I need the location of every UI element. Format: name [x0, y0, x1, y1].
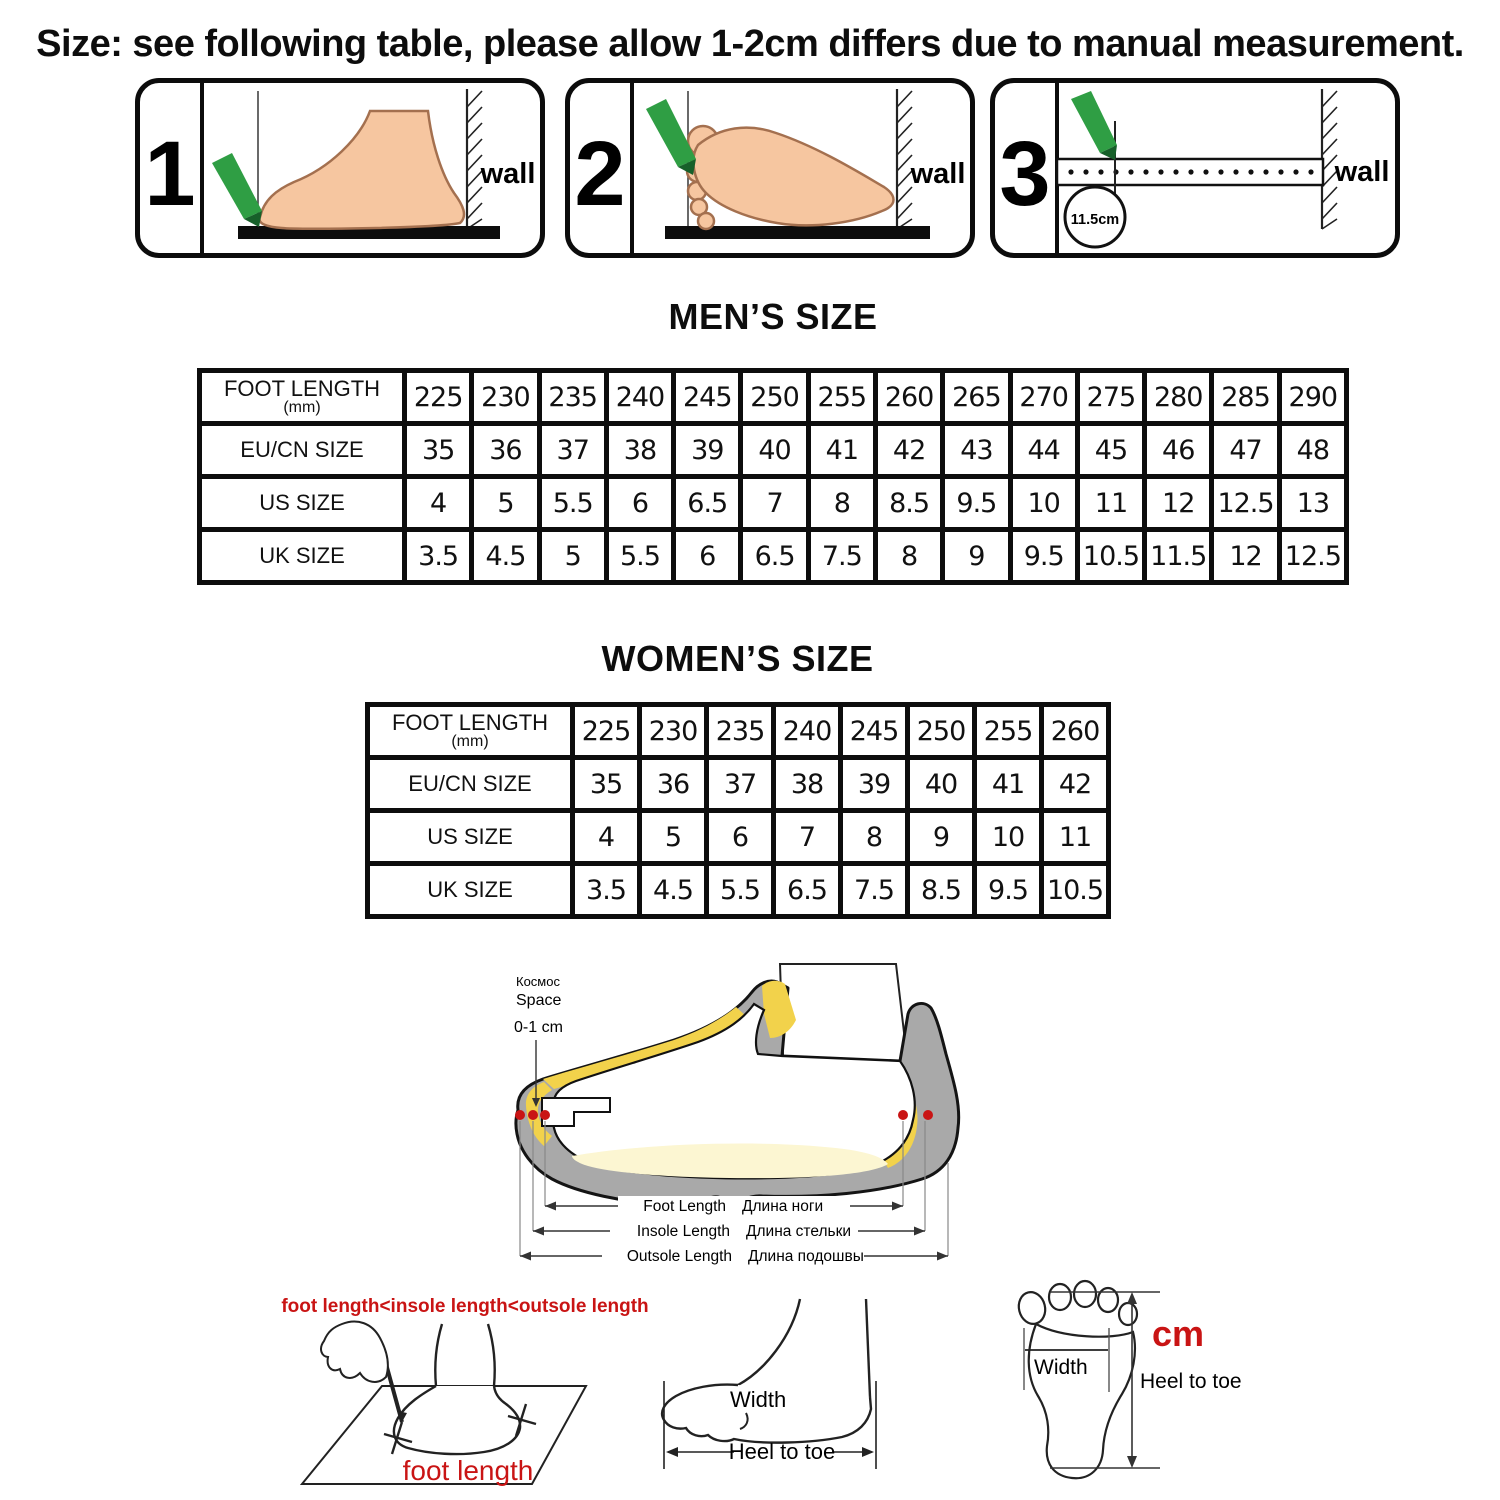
- size-cell: 45: [1077, 424, 1144, 477]
- table-row: [368, 811, 1109, 864]
- size-cell: 7: [774, 811, 841, 864]
- size-cell: 250: [741, 371, 808, 424]
- size-cell: 5.5: [606, 530, 673, 583]
- arrowhead: [666, 1447, 678, 1457]
- size-cell: 6: [674, 530, 741, 583]
- row-label: UK SIZE: [368, 864, 573, 917]
- heel-to-toe-label: Heel to toe: [728, 1439, 836, 1464]
- leg-line: [866, 1299, 870, 1397]
- size-cell: 4.5: [472, 530, 539, 583]
- svg-text:Длина ноги: Длина ноги: [742, 1198, 824, 1215]
- size-cell: 37: [539, 424, 606, 477]
- size-cell: 12: [1145, 477, 1212, 530]
- size-cell: 3.5: [573, 864, 640, 917]
- size-cell: 39: [841, 758, 908, 811]
- size-cell: 6: [606, 477, 673, 530]
- size-cell: 12: [1212, 530, 1279, 583]
- size-cell: 245: [674, 371, 741, 424]
- size-cell: 6.5: [741, 530, 808, 583]
- foot-length-caption: foot length: [402, 1455, 534, 1486]
- step-number: 2: [574, 123, 626, 225]
- size-cell: 8.5: [875, 477, 942, 530]
- womens-size-title: WOMEN’S SIZE: [601, 638, 874, 679]
- size-cell: 8: [808, 477, 875, 530]
- leg-line: [488, 1324, 495, 1386]
- foot-tracing-diagram: [280, 1292, 650, 1500]
- size-cell: 8.5: [908, 864, 975, 917]
- size-cell: 39: [674, 424, 741, 477]
- size-cell: 260: [1042, 705, 1109, 758]
- arrowhead: [1127, 1456, 1137, 1468]
- measure-step-2-panel: [565, 78, 975, 258]
- table-row: [368, 864, 1109, 917]
- size-cell: 38: [606, 424, 673, 477]
- svg-text:Длина подошвы: Длина подошвы: [748, 1248, 864, 1265]
- size-cell: 35: [405, 424, 472, 477]
- size-cell: 4: [573, 811, 640, 864]
- size-cell: 37: [707, 758, 774, 811]
- size-cell: 3.5: [405, 530, 472, 583]
- footprint-measure-diagram: [992, 1278, 1327, 1500]
- dimension-outsole-length: [520, 1246, 948, 1265]
- size-cell: 40: [741, 424, 808, 477]
- step-number: 3: [999, 123, 1051, 225]
- row-label: UK SIZE: [200, 530, 405, 583]
- row-label: FOOT LENGTH (mm): [200, 371, 405, 424]
- size-cell: 10: [975, 811, 1042, 864]
- svg-text:Insole Length: Insole Length: [636, 1223, 730, 1240]
- size-cell: 5.5: [539, 477, 606, 530]
- size-cell: 225: [405, 371, 472, 424]
- size-cell: 7.5: [808, 530, 875, 583]
- size-cell: 250: [908, 705, 975, 758]
- row-label: FOOT LENGTH (mm): [368, 705, 573, 758]
- size-cell: 8: [841, 811, 908, 864]
- size-cell: 41: [975, 758, 1042, 811]
- foot-side-illustration: [260, 111, 465, 229]
- leg-line: [435, 1324, 442, 1386]
- size-cell: 11.5: [1145, 530, 1212, 583]
- womens-size-table: [365, 702, 1111, 919]
- size-cell: 235: [539, 371, 606, 424]
- width-label: Width: [1034, 1356, 1088, 1379]
- size-cell: 11: [1042, 811, 1109, 864]
- size-cell: 42: [875, 424, 942, 477]
- shoe-cross-section-diagram: [480, 958, 1000, 1290]
- row-label: EU/CN SIZE: [200, 424, 405, 477]
- size-cell: 4.5: [640, 864, 707, 917]
- size-cell: 255: [808, 371, 875, 424]
- row-label: US SIZE: [200, 477, 405, 530]
- size-cell: 6.5: [774, 864, 841, 917]
- size-cell: 35: [573, 758, 640, 811]
- space-label-ru: Космос: [516, 974, 560, 989]
- svg-text:Outsole Length: Outsole Length: [626, 1248, 732, 1265]
- size-cell: 5: [640, 811, 707, 864]
- measure-step-3-panel: [990, 78, 1400, 258]
- size-cell: 290: [1279, 371, 1346, 424]
- size-cell: 265: [943, 371, 1010, 424]
- size-cell: 5: [539, 530, 606, 583]
- size-cell: 48: [1279, 424, 1346, 477]
- mens-size-title: MEN’S SIZE: [668, 296, 878, 337]
- size-cell: 285: [1212, 371, 1279, 424]
- size-cell: 240: [606, 371, 673, 424]
- green-marker-icon: [1071, 91, 1117, 153]
- size-cell: 36: [472, 424, 539, 477]
- size-cell: 44: [1010, 424, 1077, 477]
- arrowhead: [862, 1447, 874, 1457]
- width-label: Width: [730, 1387, 787, 1412]
- table-row: [200, 424, 1347, 477]
- size-cell: 47: [1212, 424, 1279, 477]
- size-cell: 260: [875, 371, 942, 424]
- size-cell: 235: [707, 705, 774, 758]
- size-cell: 12.5: [1279, 530, 1346, 583]
- measure-step-1-panel: [135, 78, 545, 258]
- size-cell: 42: [1042, 758, 1109, 811]
- page-title: Size: see following table, please allow 1-2cm differs due to manual measurement.: [36, 23, 1464, 65]
- size-cell: 8: [875, 530, 942, 583]
- size-cell: 9: [908, 811, 975, 864]
- size-cell: 7: [741, 477, 808, 530]
- size-cell: 10: [1010, 477, 1077, 530]
- size-cell: 9.5: [975, 864, 1042, 917]
- green-marker-icon: [212, 153, 262, 219]
- table-row: [368, 758, 1109, 811]
- row-label: EU/CN SIZE: [368, 758, 573, 811]
- size-cell: 11: [1077, 477, 1144, 530]
- size-cell: 6.5: [674, 477, 741, 530]
- measure-callout-value: 11.5cm: [1070, 212, 1120, 228]
- size-cell: 9.5: [1010, 530, 1077, 583]
- side-foot-measure-diagram: [642, 1295, 977, 1500]
- footprint-outline: [1016, 1281, 1137, 1478]
- size-cell: 240: [774, 705, 841, 758]
- table-row: [200, 477, 1347, 530]
- heel-to-toe-label: Heel to toe: [1140, 1370, 1242, 1393]
- foot-top-illustration: [687, 126, 894, 229]
- size-cell: 9.5: [943, 477, 1010, 530]
- svg-text:Длина стельки: Длина стельки: [746, 1223, 852, 1240]
- size-cell: 230: [640, 705, 707, 758]
- size-cell: 5: [472, 477, 539, 530]
- size-cell: 12.5: [1212, 477, 1279, 530]
- cm-unit-label: cm: [1152, 1313, 1205, 1354]
- size-cell: 6: [707, 811, 774, 864]
- size-cell: 10.5: [1042, 864, 1109, 917]
- size-cell: 280: [1145, 371, 1212, 424]
- wall-label: wall: [480, 158, 536, 190]
- space-label-en: Space: [516, 992, 562, 1009]
- dimension-foot-length: [545, 1196, 903, 1215]
- length-rule-text: foot length<insole length<outsole length: [281, 1296, 649, 1317]
- size-cell: 38: [774, 758, 841, 811]
- row-label: US SIZE: [368, 811, 573, 864]
- size-cell: 245: [841, 705, 908, 758]
- svg-text:Foot Length: Foot Length: [643, 1198, 726, 1215]
- wall-label: wall: [1334, 156, 1390, 188]
- step-1-illustration: [140, 83, 540, 253]
- space-value: 0-1 cm: [514, 1019, 563, 1036]
- size-cell: 46: [1145, 424, 1212, 477]
- size-cell: 43: [943, 424, 1010, 477]
- size-cell: 41: [808, 424, 875, 477]
- size-cell: 270: [1010, 371, 1077, 424]
- step-3-illustration: [995, 83, 1395, 253]
- arrowhead: [1127, 1292, 1137, 1304]
- table-row: [200, 371, 1347, 424]
- dimension-insole-length: [533, 1221, 925, 1240]
- size-cell: 36: [640, 758, 707, 811]
- leg-line: [738, 1299, 800, 1385]
- size-cell: 9: [943, 530, 1010, 583]
- wall-label: wall: [910, 158, 966, 190]
- size-cell: 225: [573, 705, 640, 758]
- size-cell: 7.5: [841, 864, 908, 917]
- size-cell: 230: [472, 371, 539, 424]
- size-cell: 4: [405, 477, 472, 530]
- size-cell: 10.5: [1077, 530, 1144, 583]
- size-cell: 40: [908, 758, 975, 811]
- size-cell: 275: [1077, 371, 1144, 424]
- size-cell: 255: [975, 705, 1042, 758]
- step-number: 1: [144, 123, 196, 225]
- size-cell: 13: [1279, 477, 1346, 530]
- size-cell: 5.5: [707, 864, 774, 917]
- table-row: [368, 705, 1109, 758]
- table-row: [200, 530, 1347, 583]
- step-2-illustration: [570, 83, 970, 253]
- mens-size-table: [197, 368, 1349, 585]
